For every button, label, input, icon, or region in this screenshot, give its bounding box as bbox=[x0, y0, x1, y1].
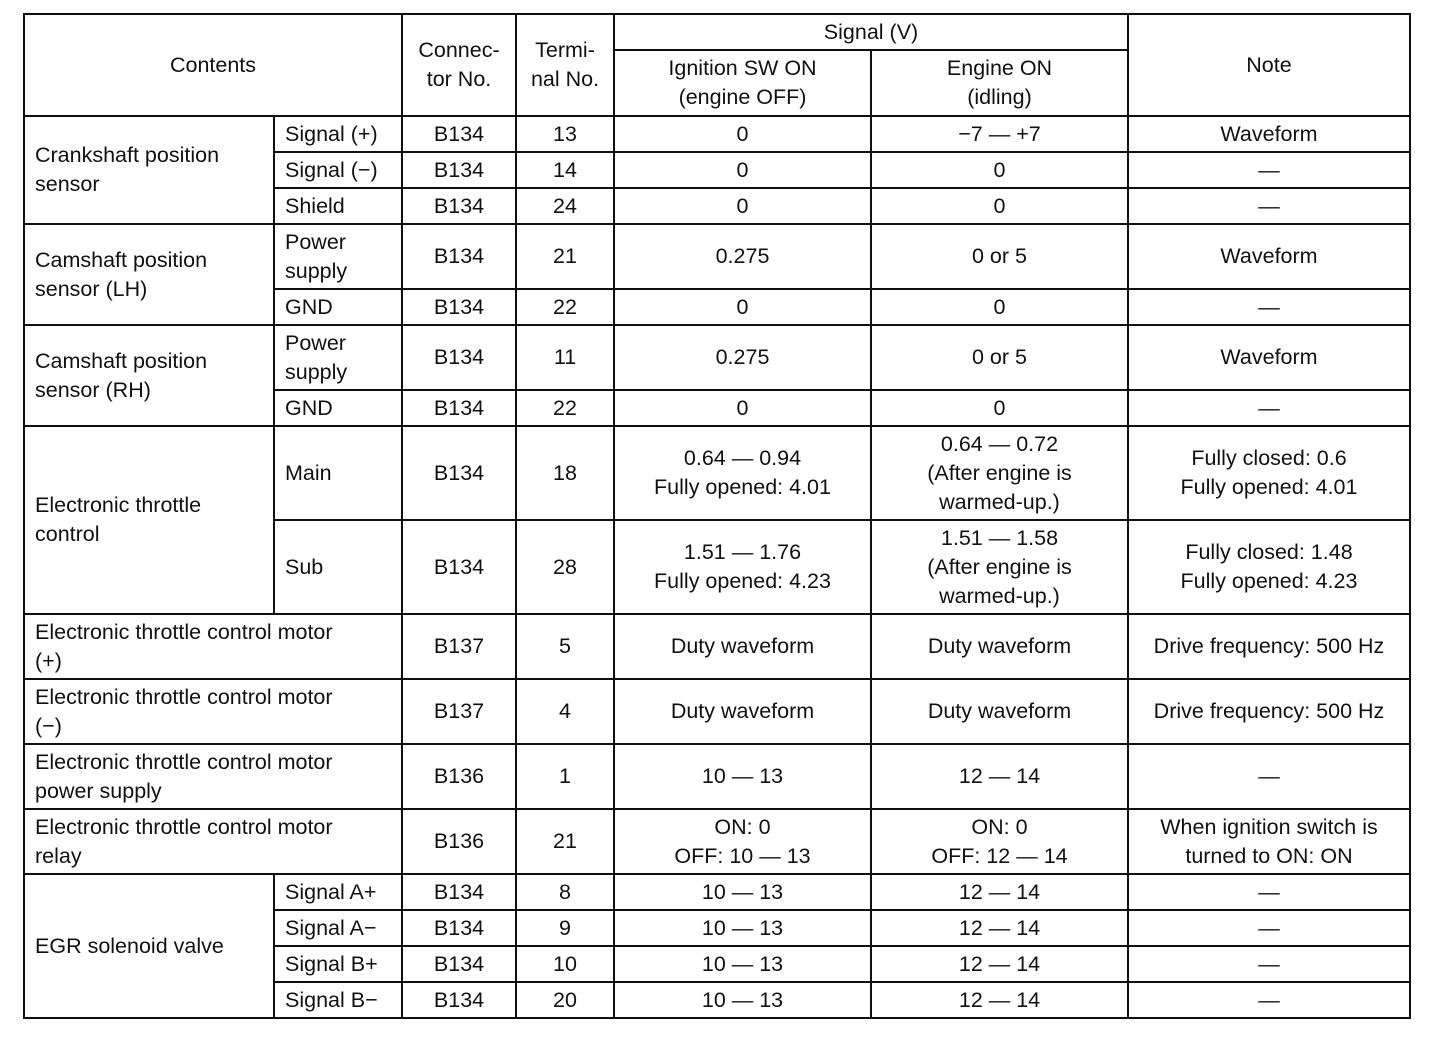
signal-engine-on: 1.51 — 1.58 (After engine is warmed-up.) bbox=[871, 520, 1128, 614]
content-label: Electronic throttle control motor (+) bbox=[24, 614, 402, 679]
connector-no: B134 bbox=[402, 325, 516, 390]
table-row bbox=[24, 426, 1410, 520]
note: — bbox=[1128, 874, 1410, 910]
note: Waveform bbox=[1128, 325, 1410, 390]
signal-engine-on: 12 — 14 bbox=[871, 982, 1128, 1018]
connector-no: B134 bbox=[402, 874, 516, 910]
group-label: Camshaft position sensor (LH) bbox=[24, 224, 274, 325]
terminal-no: 24 bbox=[516, 188, 614, 224]
note: — bbox=[1128, 188, 1410, 224]
signal-engine-on: 0 or 5 bbox=[871, 325, 1128, 390]
signal-engine-on: 0 or 5 bbox=[871, 224, 1128, 289]
table-row bbox=[24, 224, 1410, 289]
terminal-no: 8 bbox=[516, 874, 614, 910]
terminal-no: 20 bbox=[516, 982, 614, 1018]
header-row bbox=[24, 14, 1410, 50]
signal-engine-on: 0 bbox=[871, 188, 1128, 224]
table-row bbox=[24, 744, 1410, 809]
terminal-no: 28 bbox=[516, 520, 614, 614]
connector-no: B134 bbox=[402, 390, 516, 426]
signal-ignition-on: 0.275 bbox=[614, 224, 871, 289]
terminal-no: 10 bbox=[516, 946, 614, 982]
signal-ignition-on: 0 bbox=[614, 289, 871, 325]
connector-no: B134 bbox=[402, 520, 516, 614]
signal-engine-on: 0.64 — 0.72 (After engine is warmed-up.) bbox=[871, 426, 1128, 520]
note: Fully closed: 0.6 Fully opened: 4.01 bbox=[1128, 426, 1410, 520]
connector-no: B134 bbox=[402, 224, 516, 289]
note: Waveform bbox=[1128, 116, 1410, 152]
terminal-no: 21 bbox=[516, 224, 614, 289]
content-label: Electronic throttle control motor (−) bbox=[24, 679, 402, 744]
signal-engine-on: 0 bbox=[871, 152, 1128, 188]
sub-item: Signal (+) bbox=[274, 116, 402, 152]
connector-no: B134 bbox=[402, 116, 516, 152]
signal-ignition-on: 10 — 13 bbox=[614, 744, 871, 809]
group-label: Electronic throttle control bbox=[24, 426, 274, 614]
signal-ignition-on: ON: 0 OFF: 10 — 13 bbox=[614, 809, 871, 874]
terminal-no: 18 bbox=[516, 426, 614, 520]
table-row bbox=[24, 614, 1410, 679]
signal-engine-on: 12 — 14 bbox=[871, 744, 1128, 809]
terminal-no: 5 bbox=[516, 614, 614, 679]
sub-item: Signal A+ bbox=[274, 874, 402, 910]
header-engine-on: Engine ON (idling) bbox=[871, 50, 1128, 116]
note: — bbox=[1128, 982, 1410, 1018]
sub-item: Power supply bbox=[274, 224, 402, 289]
signal-ignition-on: 0 bbox=[614, 390, 871, 426]
signal-ignition-on: 0.275 bbox=[614, 325, 871, 390]
signal-ignition-on: 1.51 — 1.76 Fully opened: 4.23 bbox=[614, 520, 871, 614]
group-label: Camshaft position sensor (RH) bbox=[24, 325, 274, 426]
header-terminal-no: Termi- nal No. bbox=[516, 14, 614, 116]
note: Drive frequency: 500 Hz bbox=[1128, 614, 1410, 679]
content-label: Electronic throttle control motor power supply bbox=[24, 744, 402, 809]
sub-item: Main bbox=[274, 426, 402, 520]
group-label: EGR solenoid valve bbox=[24, 874, 274, 1018]
signal-engine-on: Duty waveform bbox=[871, 614, 1128, 679]
signal-engine-on: 12 — 14 bbox=[871, 946, 1128, 982]
sub-item: Signal B− bbox=[274, 982, 402, 1018]
terminal-no: 11 bbox=[516, 325, 614, 390]
table-row bbox=[24, 679, 1410, 744]
header-ignition-sw-on: Ignition SW ON (engine OFF) bbox=[614, 50, 871, 116]
terminal-no: 14 bbox=[516, 152, 614, 188]
connector-no: B136 bbox=[402, 809, 516, 874]
connector-no: B136 bbox=[402, 744, 516, 809]
sub-item: Shield bbox=[274, 188, 402, 224]
signal-ignition-on: 10 — 13 bbox=[614, 910, 871, 946]
table-row bbox=[24, 325, 1410, 390]
terminal-no: 9 bbox=[516, 910, 614, 946]
connector-no: B137 bbox=[402, 614, 516, 679]
sub-item: Sub bbox=[274, 520, 402, 614]
signal-ignition-on: 10 — 13 bbox=[614, 874, 871, 910]
table-row bbox=[24, 809, 1410, 874]
signal-engine-on: Duty waveform bbox=[871, 679, 1128, 744]
signal-ignition-on: 0 bbox=[614, 188, 871, 224]
signal-engine-on: 12 — 14 bbox=[871, 910, 1128, 946]
signal-engine-on: −7 — +7 bbox=[871, 116, 1128, 152]
note: — bbox=[1128, 946, 1410, 982]
connector-no: B134 bbox=[402, 188, 516, 224]
terminal-no: 22 bbox=[516, 390, 614, 426]
signal-engine-on: 0 bbox=[871, 390, 1128, 426]
header-note: Note bbox=[1128, 14, 1410, 116]
table-row bbox=[24, 116, 1410, 152]
sub-item: GND bbox=[274, 289, 402, 325]
note: — bbox=[1128, 152, 1410, 188]
connector-no: B134 bbox=[402, 946, 516, 982]
signal-engine-on: 12 — 14 bbox=[871, 874, 1128, 910]
connector-no: B134 bbox=[402, 426, 516, 520]
content-label: Electronic throttle control motor relay bbox=[24, 809, 402, 874]
signal-ignition-on: Duty waveform bbox=[614, 679, 871, 744]
terminal-no: 22 bbox=[516, 289, 614, 325]
sub-item: GND bbox=[274, 390, 402, 426]
note: — bbox=[1128, 744, 1410, 809]
group-label: Crankshaft position sensor bbox=[24, 116, 274, 224]
header-connector-no: Connec- tor No. bbox=[402, 14, 516, 116]
signal-spec-table bbox=[23, 13, 1411, 1019]
table-row bbox=[24, 874, 1410, 910]
terminal-no: 21 bbox=[516, 809, 614, 874]
note: Fully closed: 1.48 Fully opened: 4.23 bbox=[1128, 520, 1410, 614]
connector-no: B134 bbox=[402, 910, 516, 946]
note: — bbox=[1128, 910, 1410, 946]
signal-ignition-on: 0 bbox=[614, 152, 871, 188]
connector-no: B134 bbox=[402, 289, 516, 325]
signal-ignition-on: 10 — 13 bbox=[614, 982, 871, 1018]
connector-no: B137 bbox=[402, 679, 516, 744]
signal-ignition-on: Duty waveform bbox=[614, 614, 871, 679]
note: — bbox=[1128, 289, 1410, 325]
note: Drive frequency: 500 Hz bbox=[1128, 679, 1410, 744]
sub-item: Signal A− bbox=[274, 910, 402, 946]
sub-item: Signal B+ bbox=[274, 946, 402, 982]
signal-ignition-on: 10 — 13 bbox=[614, 946, 871, 982]
header-signal: Signal (V) bbox=[614, 14, 1128, 50]
sub-item: Signal (−) bbox=[274, 152, 402, 188]
terminal-no: 4 bbox=[516, 679, 614, 744]
header-contents: Contents bbox=[24, 14, 402, 116]
note: — bbox=[1128, 390, 1410, 426]
signal-engine-on: ON: 0 OFF: 12 — 14 bbox=[871, 809, 1128, 874]
connector-no: B134 bbox=[402, 152, 516, 188]
signal-ignition-on: 0.64 — 0.94 Fully opened: 4.01 bbox=[614, 426, 871, 520]
terminal-no: 13 bbox=[516, 116, 614, 152]
note: Waveform bbox=[1128, 224, 1410, 289]
signal-ignition-on: 0 bbox=[614, 116, 871, 152]
connector-no: B134 bbox=[402, 982, 516, 1018]
signal-engine-on: 0 bbox=[871, 289, 1128, 325]
note: When ignition switch is turned to ON: ON bbox=[1128, 809, 1410, 874]
sub-item: Power supply bbox=[274, 325, 402, 390]
terminal-no: 1 bbox=[516, 744, 614, 809]
